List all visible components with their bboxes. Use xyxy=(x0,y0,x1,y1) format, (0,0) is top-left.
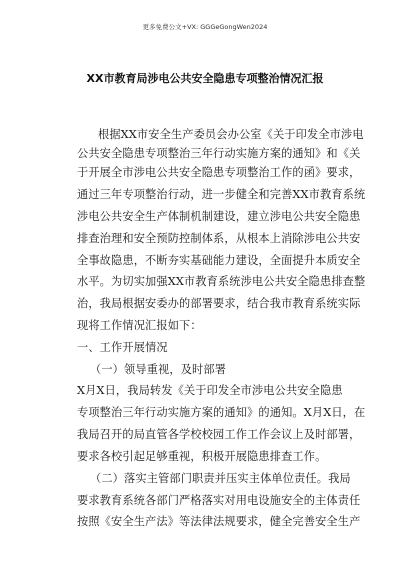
paragraph-line: 水平。为切实加强XX市教育系统涉电公共安全隐患排查整 xyxy=(77,275,366,288)
paragraph-line: 于开展全市涉电公共安全隐患专项整治工作的函》要求， xyxy=(77,166,361,179)
paragraph-line: 治，我局根据安委办的部署要求，结合我市教育系统实际 xyxy=(77,297,361,310)
paragraph-line: 按照《安全生产法》等法律法规要求，健全完善安全生产 xyxy=(77,515,361,528)
paragraph-line: 根据XX市安全生产委员会办公室《关于印发全市涉电 xyxy=(98,128,364,141)
paragraph-line: 一、工作开展情况 xyxy=(77,341,168,354)
paragraph-line: 全事故隐患，不断夯实基础能力建设，全面提升本质安全 xyxy=(77,254,361,267)
paragraph-line: （一）领导重视，及时部署 xyxy=(90,363,227,376)
paragraph-line: （二）落实主管部门职责并压实主体单位责任。我局 xyxy=(90,472,351,485)
document-title: XX市教育局涉电公共安全隐患专项整治情况汇报 xyxy=(86,72,324,85)
paragraph-line: 排查治理和安全预防控制体系，从根本上消除涉电公共安 xyxy=(77,232,361,245)
paragraph-line: 专项整治三年行动实施方案的通知》的通知。X月X日，在 xyxy=(77,406,366,419)
paragraph-line: 要求各校引起足够重视，积极开展隐患排查工作。 xyxy=(77,450,327,463)
paragraph-line: 涉电公共安全生产体制机制建设，建立涉电公共安全隐患 xyxy=(77,210,361,223)
paragraph-line: 我局召开的局直管各学校校园工作工作会议上及时部署， xyxy=(77,428,361,441)
paragraph-line: 通过三年专项整治行动，进一步健全和完善XX市教育系统 xyxy=(77,188,366,201)
header-note: 更多免费公文+VX: GGGeGongWen2024 xyxy=(142,23,268,31)
paragraph-line: 现将工作情况汇报如下： xyxy=(77,319,202,332)
paragraph-line: X月X日，我局转发《关于印发全市涉电公共安全隐患 xyxy=(77,384,343,397)
paragraph-line: 要求教育系统各部门严格落实对用电设施安全的主体责任 xyxy=(77,494,361,507)
paragraph-line: 公共安全隐患专项整治三年行动实施方案的通知》和《关 xyxy=(77,147,361,160)
